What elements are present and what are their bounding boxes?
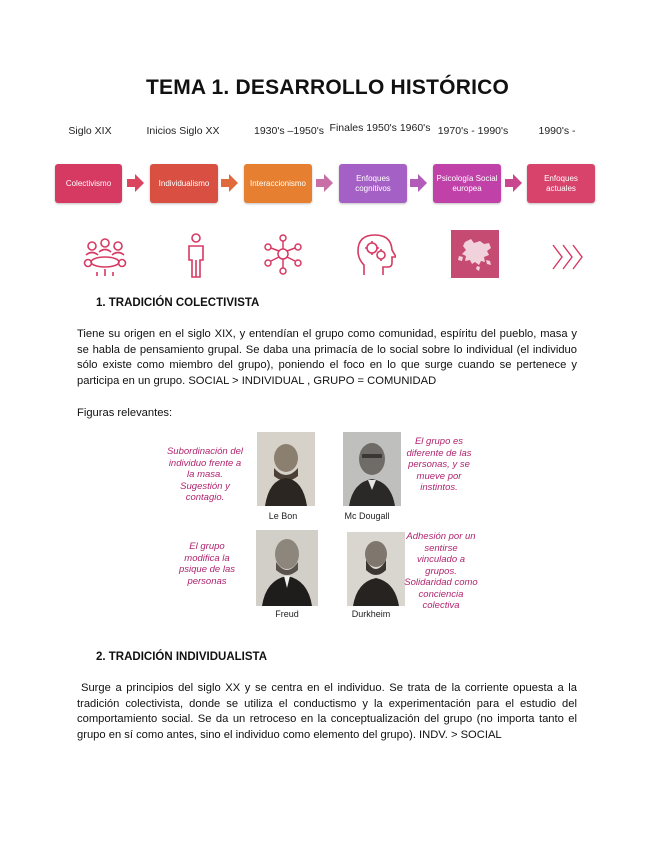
arrow-icon <box>221 174 238 192</box>
timeline-period-3: 1930's –1950's <box>254 125 324 137</box>
timeline-period-4: Finales 1950's 1960's <box>329 122 431 134</box>
timeline-stage-psicologia-europea: Psicología Social europea <box>433 164 501 203</box>
network-icon <box>262 233 304 275</box>
europe-map-icon <box>451 230 499 278</box>
name-mc-dougall: Mc Dougall <box>344 511 390 521</box>
head-gears-icon <box>356 233 396 277</box>
chevrons-right-icon <box>551 242 585 272</box>
section-heading-individualista: 2. TRADICIÓN INDIVIDUALISTA <box>96 651 268 663</box>
quote-mc-dougall: El grupo es diferente de las personas, y se mueve por instintos. <box>406 436 472 493</box>
photo-le-bon <box>257 432 315 506</box>
timeline-period-5: 1970's - 1990's <box>437 125 509 137</box>
timeline-stage-cognitivos: Enfoques cognitivos <box>339 164 407 203</box>
timeline-stage-colectivismo: Colectivismo <box>55 164 122 203</box>
page-title: TEMA 1. DESARROLLO HISTÓRICO <box>146 76 509 99</box>
arrow-icon <box>316 174 333 192</box>
figures-label: Figuras relevantes: <box>77 407 173 419</box>
timeline-period-1: Siglo XIX <box>68 125 112 137</box>
quote-le-bon: Subordinación del individuo frente a la masa. Sugestión y contagio. <box>166 446 244 503</box>
arrow-icon <box>505 174 522 192</box>
quote-durkheim: Adhesión por un sentirse vinculado a grupos. Solidaridad como conciencia colectiva <box>404 531 478 611</box>
timeline-stage-actuales: Enfoques actuales <box>527 164 595 203</box>
arrow-icon <box>127 174 144 192</box>
section-heading-colectivista: 1. TRADICIÓN COLECTIVISTA <box>96 297 260 309</box>
arrow-icon <box>410 174 427 192</box>
name-freud: Freud <box>275 609 299 619</box>
timeline-stage-individualismo: Individualismo <box>150 164 218 203</box>
timeline-period-2: Inicios Siglo XX <box>146 125 220 137</box>
timeline-stage-interaccionismo: Interaccionismo <box>244 164 312 203</box>
section-text-individualista: Surge a principios del siglo XX y se centra en el individuo. Se trata de la corriente opuesta a la tradición colectivista, donde se utiliza el conductismo y la experimentación para el estudio del comportamiento social. Se da un retroceso en la conceptualización del grupo (no importa tanto el grupo en sí como antes, sino el individuo como elemento del grupo). INDV. > SOCIAL <box>77 682 577 741</box>
name-durkheim: Durkheim <box>351 609 391 619</box>
photo-durkheim <box>347 532 405 606</box>
name-le-bon: Le Bon <box>268 511 298 521</box>
section-text-colectivista: Tiene su origen en el siglo XIX, y entendían el grupo como comunidad, espíritu del pueblo, masa y se habla de pensamiento grupal. Se daba una primacía de lo social sobre lo individual (el individuo sólo existe como miembro del grupo), poniendo el foco en lo que surge cuando se pertenece y participa en un grupo. SOCIAL > INDIVIDUAL , GRUPO = COMUNIDAD <box>77 328 577 387</box>
person-icon <box>184 233 208 279</box>
group-meeting-icon <box>82 233 128 277</box>
quote-freud: El grupo modifica la psique de las personas <box>179 541 235 587</box>
photo-mc-dougall <box>343 432 401 506</box>
timeline-period-6: 1990's - <box>538 125 576 137</box>
photo-freud <box>256 530 318 606</box>
